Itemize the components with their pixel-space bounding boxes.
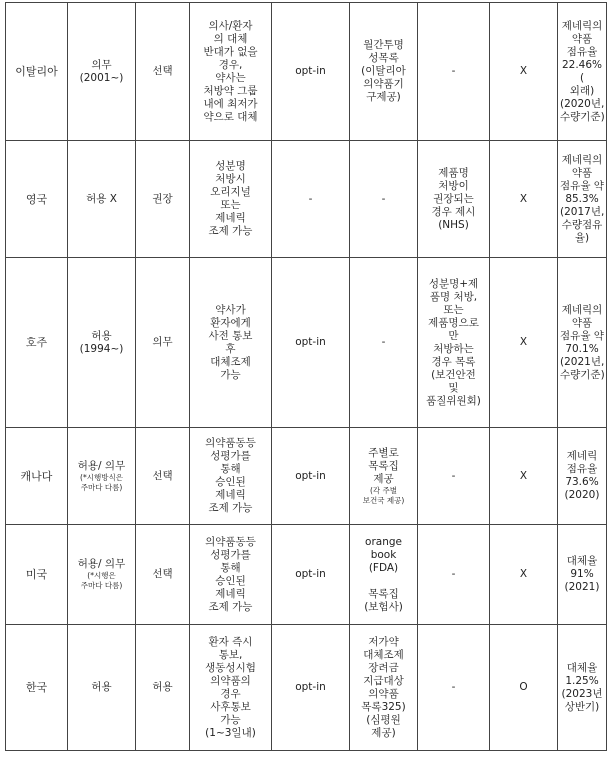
incentive-cell-text: X <box>519 469 528 482</box>
substitution-condition-cell <box>190 3 272 141</box>
country-cell-text: 한국 <box>25 681 48 694</box>
country-cell-text: 캐나다 <box>20 469 53 483</box>
table-row <box>6 3 607 141</box>
country-comparison-table <box>5 2 607 751</box>
substitution-condition-cell <box>190 525 272 625</box>
inn-prescription-cell-text: - <box>451 681 456 693</box>
substitution-policy-cell <box>68 525 136 625</box>
inn-prescription-cell <box>418 428 490 525</box>
generic-share-cell-text: 대체율 91% (2021) <box>564 555 600 593</box>
country-cell <box>6 141 68 258</box>
generic-share-cell <box>558 141 607 258</box>
table-row <box>6 625 607 751</box>
generic-share-cell-text: 제네릭의 약품 점유율 22.46%( 외래) (2020년, 수량기준) <box>560 19 605 123</box>
generic-share-cell-text: 제네릭 점유율 73.6% (2020) <box>564 450 600 501</box>
list-cell <box>350 3 418 141</box>
country-cell <box>6 3 68 141</box>
generic-share-cell <box>558 525 607 625</box>
substitution-policy-cell <box>68 3 136 141</box>
inn-prescription-cell-text: 성분명+제 품명 처방, 또는 제품명으로 만 처방하는 경우 목록 (보건안전 및 품질위원회) <box>426 277 481 407</box>
inn-prescription-cell <box>418 141 490 258</box>
incentive-cell-text: X <box>519 65 528 77</box>
substitution-condition-cell-text: 환자 즉시 통보, 생동성시험 의약품의 경우 사후통보 가능 (1~3일내) <box>205 635 256 739</box>
inn-prescription-cell-text: - <box>451 469 456 482</box>
incentive-cell <box>490 625 558 751</box>
substitution-type-cell <box>136 258 190 428</box>
list-cell-text: 월간투명 성목록 (이탈리아 의약품기 구제공) <box>361 39 406 103</box>
substitution-type-cell-text: 선택 <box>152 65 173 77</box>
opt-in-cell-text: opt-in <box>295 336 326 348</box>
table-body <box>6 3 607 751</box>
opt-in-cell <box>272 141 350 258</box>
inn-prescription-cell-text: 제품명 처방이 권장되는 경우 제시 (NHS) <box>431 166 476 231</box>
substitution-policy-cell-note: (*시행은 주마다 다름) <box>80 571 123 590</box>
substitution-type-cell-text: 의무 <box>152 336 173 348</box>
substitution-condition-cell <box>190 141 272 258</box>
country-cell <box>6 625 68 751</box>
substitution-type-cell <box>136 625 190 751</box>
generic-share-cell <box>558 258 607 428</box>
table-row <box>6 525 607 625</box>
incentive-cell-text: X <box>519 336 528 348</box>
substitution-type-cell-text: 허용 <box>152 681 173 693</box>
opt-in-cell-text: opt-in <box>295 65 326 77</box>
substitution-condition-cell-text: 의약품동등 성평가를 통해 승인된 제네릭 조제 가능 <box>205 437 256 514</box>
substitution-policy-cell-text: 허용 <box>91 681 112 693</box>
list-cell-text: 저가약 대체조제 장려금 지급대상 의약품 목록325) (심평원 제공) <box>361 635 406 739</box>
substitution-policy-cell-text: 허용/ 의무 <box>77 558 126 570</box>
inn-prescription-cell-text: - <box>451 65 456 77</box>
opt-in-cell-text: - <box>308 192 313 205</box>
substitution-policy-cell-text: 허용 X <box>86 192 117 205</box>
substitution-type-cell <box>136 428 190 525</box>
generic-share-cell <box>558 625 607 751</box>
country-cell <box>6 258 68 428</box>
inn-prescription-cell <box>418 3 490 141</box>
country-cell-text: 호주 <box>25 336 48 349</box>
substitution-type-cell <box>136 3 190 141</box>
substitution-policy-cell-text: 허용 (1994~) <box>79 329 124 355</box>
country-cell-text: 영국 <box>25 192 48 206</box>
substitution-condition-cell-text: 의약품동등 성평가를 통해 승인된 제네릭 조제 가능 <box>205 535 256 613</box>
generic-share-cell <box>558 428 607 525</box>
substitution-condition-cell-text: 성분명 처방시 오리지널 또는 제네릭 조제 가능 <box>208 160 253 237</box>
generic-share-cell-text: 대체율 1.25% (2023년 상반기) <box>561 661 603 713</box>
substitution-policy-cell <box>68 258 136 428</box>
list-cell-text: 주별로 목록집 제공 <box>368 446 399 485</box>
substitution-policy-cell-text: 허용/ 의무 <box>77 459 126 472</box>
substitution-type-cell-text: 선택 <box>152 568 173 580</box>
substitution-condition-cell <box>190 625 272 751</box>
list-cell-note: (각 주별 보건국 제공) <box>362 485 405 505</box>
incentive-cell-text: X <box>519 568 528 580</box>
substitution-type-cell-text: 권장 <box>152 192 173 205</box>
country-cell-text: 미국 <box>25 568 48 581</box>
list-cell <box>350 141 418 258</box>
incentive-cell <box>490 3 558 141</box>
inn-prescription-cell <box>418 625 490 751</box>
country-cell-text: 이탈리아 <box>15 65 58 78</box>
table-row <box>6 258 607 428</box>
generic-share-cell-text: 제네릭의 약품 점유율 약 85.3% (2017년, 수량점유 율) <box>560 153 605 244</box>
incentive-cell <box>490 258 558 428</box>
substitution-condition-cell <box>190 258 272 428</box>
country-cell <box>6 428 68 525</box>
opt-in-cell <box>272 625 350 751</box>
list-cell-text: - <box>381 192 386 205</box>
list-cell <box>350 625 418 751</box>
list-cell <box>350 258 418 428</box>
incentive-cell-text: X <box>519 192 528 205</box>
inn-prescription-cell-text: - <box>451 568 456 580</box>
substitution-policy-cell-note: (*시행방식은 주마다 다름) <box>80 472 123 492</box>
inn-prescription-cell <box>418 258 490 428</box>
incentive-cell <box>490 428 558 525</box>
list-cell-text: orange book (FDA) 목록집 (보험사) <box>364 535 403 613</box>
substitution-condition-cell <box>190 428 272 525</box>
list-cell <box>350 428 418 525</box>
substitution-condition-cell-text: 의사/환자 의 대체 반대가 없을 경우, 약사는 처방약 그룹 내에 최저가 약으로 대체 <box>203 19 258 123</box>
country-cell <box>6 525 68 625</box>
opt-in-cell-text: opt-in <box>295 681 326 693</box>
substitution-type-cell <box>136 525 190 625</box>
opt-in-cell <box>272 525 350 625</box>
list-cell <box>350 525 418 625</box>
substitution-type-cell-text: 선택 <box>152 469 173 482</box>
list-cell-text: - <box>381 336 386 348</box>
opt-in-cell <box>272 428 350 525</box>
incentive-cell <box>490 141 558 258</box>
substitution-policy-cell <box>68 141 136 258</box>
generic-share-cell <box>558 3 607 141</box>
opt-in-cell <box>272 3 350 141</box>
opt-in-cell <box>272 258 350 428</box>
substitution-condition-cell-text: 약사가 환자에게 사전 통보 후 대체조제 가능 <box>208 303 253 381</box>
incentive-cell <box>490 525 558 625</box>
substitution-policy-cell <box>68 428 136 525</box>
inn-prescription-cell <box>418 525 490 625</box>
generic-share-cell-text: 제네릭의 약품 점유율 약 70.1% (2021년, 수량기준) <box>560 303 605 381</box>
incentive-cell-text: O <box>519 681 528 693</box>
opt-in-cell-text: opt-in <box>295 469 326 482</box>
substitution-policy-cell <box>68 625 136 751</box>
table-row <box>6 141 607 258</box>
table-row <box>6 428 607 525</box>
substitution-policy-cell-text: 의무 (2001~) <box>79 58 124 84</box>
opt-in-cell-text: opt-in <box>295 568 326 580</box>
substitution-type-cell <box>136 141 190 258</box>
